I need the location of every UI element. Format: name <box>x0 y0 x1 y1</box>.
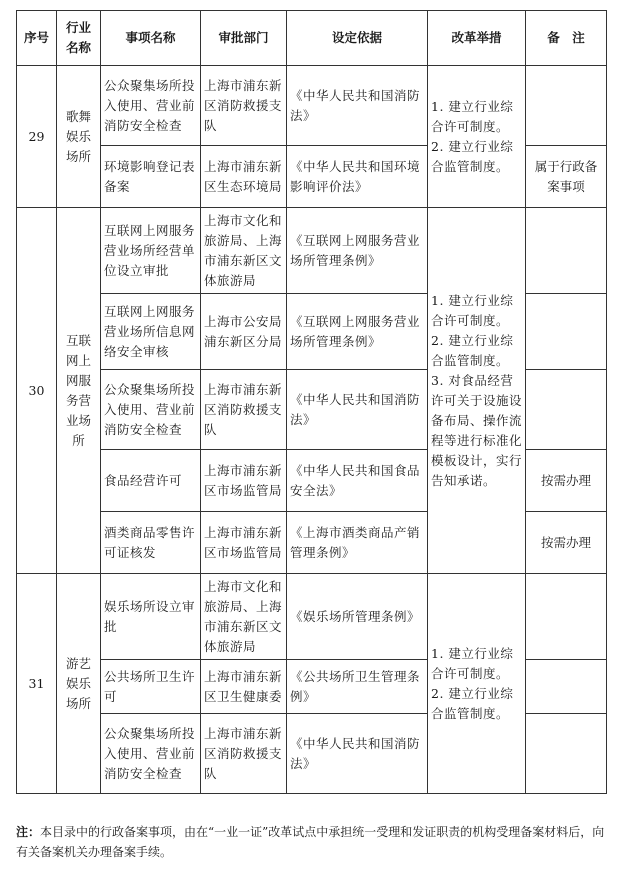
dept-cell: 上海市浦东新区卫生健康委 <box>201 660 287 714</box>
dept-cell: 上海市浦东新区消防救援支队 <box>201 370 287 450</box>
footnote-text: 本目录中的行政备案事项，由在“一业一证”改革试点中承担统一受理和发证职责的机构受理备案材料后，向有关备案机关办理备案手续。 <box>16 825 605 859</box>
item-cell: 公众聚集场所投入使用、营业前消防安全检查 <box>101 66 201 146</box>
remark-cell <box>526 714 607 794</box>
basis-cell: 《中华人民共和国消防法》 <box>287 370 428 450</box>
industry-cell: 歌舞娱乐场所 <box>57 66 101 208</box>
table-row <box>17 208 607 294</box>
dept-cell: 上海市浦东新区消防救援支队 <box>201 714 287 794</box>
seq-cell: 31 <box>17 574 57 794</box>
remark-cell <box>526 574 607 660</box>
dept-cell: 上海市文化和旅游局、上海市浦东新区文体旅游局 <box>201 574 287 660</box>
item-cell: 公众聚集场所投入使用、营业前消防安全检查 <box>101 370 201 450</box>
header-basis: 设定依据 <box>287 11 428 66</box>
item-cell: 食品经营许可 <box>101 450 201 512</box>
measures-cell: 1. 建立行业综合许可制度。 2. 建立行业综合监管制度。 <box>428 66 526 208</box>
basis-cell: 《上海市酒类商品产销管理条例》 <box>287 512 428 574</box>
measures-cell: 1. 建立行业综合许可制度。 2. 建立行业综合监管制度。 3. 对食品经营许可关于设施设备布局、操作流程等进行标准化模板设计，实行告知承诺。 <box>428 208 526 574</box>
seq-cell: 29 <box>17 66 57 208</box>
dept-cell: 上海市浦东新区生态环境局 <box>201 146 287 208</box>
remark-cell <box>526 660 607 714</box>
header-measures: 改革举措 <box>428 11 526 66</box>
item-cell: 环境影响登记表备案 <box>101 146 201 208</box>
item-cell: 公众聚集场所投入使用、营业前消防安全检查 <box>101 714 201 794</box>
header-seq: 序号 <box>17 11 57 66</box>
item-cell: 公共场所卫生许可 <box>101 660 201 714</box>
basis-cell: 《互联网上网服务营业场所管理条例》 <box>287 208 428 294</box>
basis-cell: 《中华人民共和国食品安全法》 <box>287 450 428 512</box>
remark-cell <box>526 370 607 450</box>
remark-cell: 按需办理 <box>526 512 607 574</box>
approval-items-table <box>16 10 607 794</box>
table-body <box>17 66 607 794</box>
basis-cell: 《互联网上网服务营业场所管理条例》 <box>287 294 428 370</box>
basis-cell: 《中华人民共和国消防法》 <box>287 66 428 146</box>
measures-cell: 1. 建立行业综合许可制度。 2. 建立行业综合监管制度。 <box>428 574 526 794</box>
basis-cell: 《中华人民共和国环境影响评价法》 <box>287 146 428 208</box>
header-dept: 审批部门 <box>201 11 287 66</box>
item-cell: 酒类商品零售许可证核发 <box>101 512 201 574</box>
header-remark: 备 注 <box>526 11 607 66</box>
industry-cell: 游艺娱乐场所 <box>57 574 101 794</box>
industry-cell: 互联网上网服务营业场所 <box>57 208 101 574</box>
remark-cell <box>526 294 607 370</box>
basis-cell: 《娱乐场所管理条例》 <box>287 574 428 660</box>
dept-cell: 上海市浦东新区市场监管局 <box>201 512 287 574</box>
footnote-label: 注： <box>16 825 41 839</box>
dept-cell: 上海市浦东新区消防救援支队 <box>201 66 287 146</box>
item-cell: 互联网上网服务营业场所信息网络安全审核 <box>101 294 201 370</box>
item-cell: 娱乐场所设立审批 <box>101 574 201 660</box>
seq-cell: 30 <box>17 208 57 574</box>
item-cell: 互联网上网服务营业场所经营单位设立审批 <box>101 208 201 294</box>
header-industry: 行业名称 <box>57 11 101 66</box>
remark-cell: 属于行政备案事项 <box>526 146 607 208</box>
remark-cell <box>526 66 607 146</box>
basis-cell: 《中华人民共和国消防法》 <box>287 714 428 794</box>
table-row <box>17 574 607 660</box>
dept-cell: 上海市浦东新区市场监管局 <box>201 450 287 512</box>
header-item: 事项名称 <box>101 11 201 66</box>
table-header-row <box>17 11 607 66</box>
remark-cell: 按需办理 <box>526 450 607 512</box>
dept-cell: 上海市文化和旅游局、上海市浦东新区文体旅游局 <box>201 208 287 294</box>
table-row <box>17 66 607 146</box>
remark-cell <box>526 208 607 294</box>
basis-cell: 《公共场所卫生管理条例》 <box>287 660 428 714</box>
dept-cell: 上海市公安局浦东新区分局 <box>201 294 287 370</box>
footnote <box>16 822 606 862</box>
